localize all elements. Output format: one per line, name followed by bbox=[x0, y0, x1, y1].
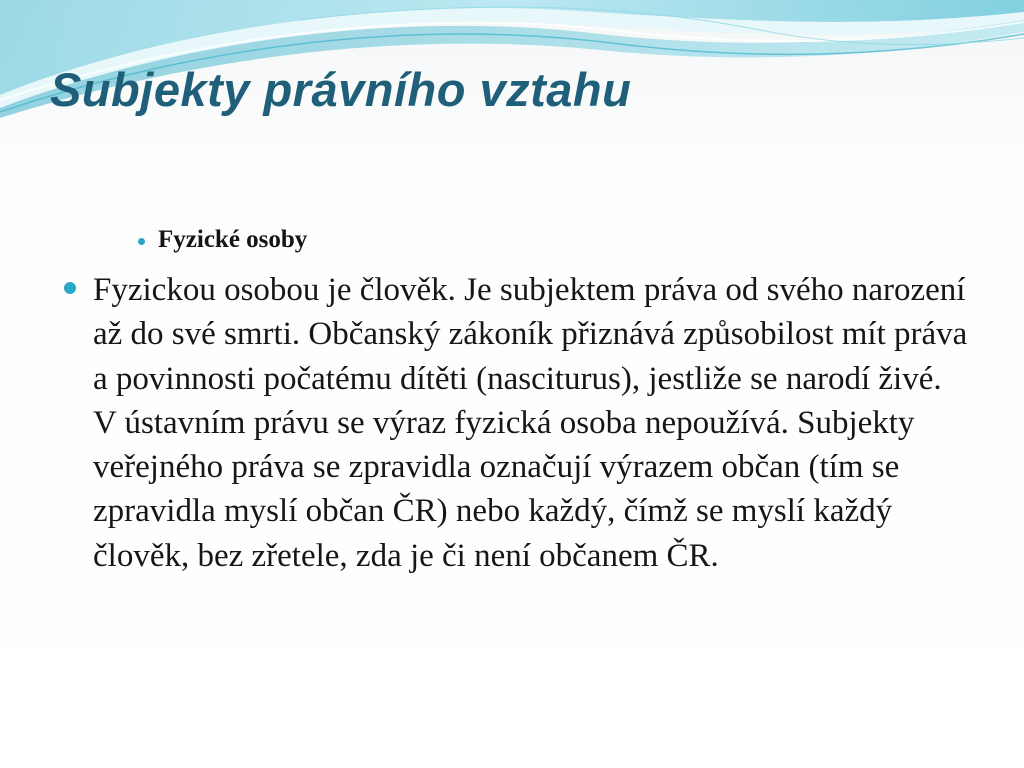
main-bullet-text: Fyzickou osobou je člověk. Je subjektem práva od svého narození až do své smrti. Občanský zákoník přiznává způsobilost mít práva a povinnosti počatému dítěti (nasciturus), jestliže se narodí živé. V ústavním právu se výraz fyzická osoba nepoužívá. Subjekty veřejného práva se zpravidla označují výrazem občan (tím se zpravidla myslí občan ČR) nebo každý, čímž se myslí každý člověk, bez zřetele, zda je či není občanem ČR. bbox=[93, 272, 968, 574]
main-bullet-item bbox=[62, 268, 972, 578]
bullet-icon bbox=[138, 238, 145, 245]
sub-bullet-label: Fyzické osoby bbox=[158, 226, 308, 253]
slide-title: Subjekty právního vztahu bbox=[50, 63, 632, 116]
sub-bullet-item bbox=[138, 226, 307, 254]
bullet-icon bbox=[64, 282, 76, 294]
